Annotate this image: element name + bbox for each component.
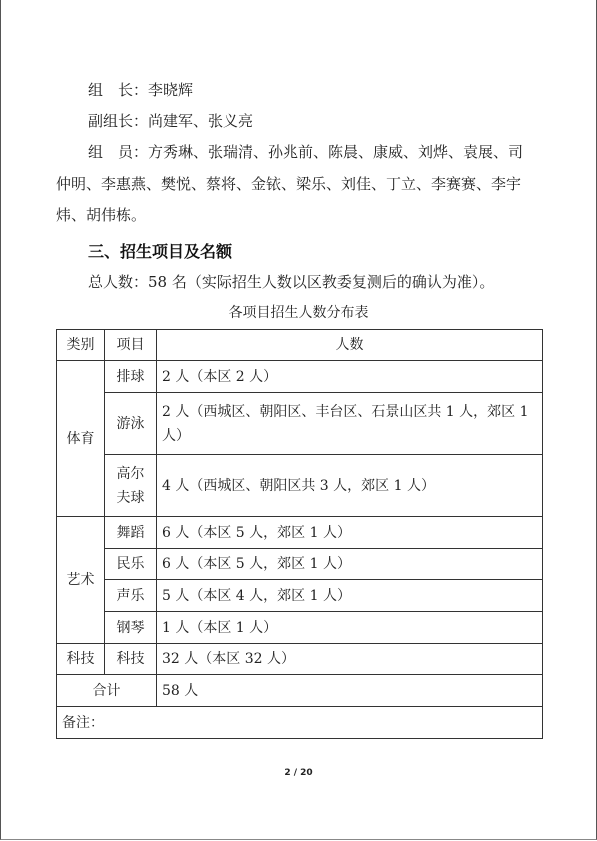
header-project: 项目 bbox=[105, 330, 157, 361]
count-cell: 6 人（本区 5 人，郊区 1 人） bbox=[157, 517, 543, 549]
table-row bbox=[57, 517, 543, 549]
table-row bbox=[57, 580, 543, 612]
category-cell-sports: 体育 bbox=[57, 361, 105, 517]
count-cell: 2 人（本区 2 人） bbox=[157, 361, 543, 393]
count-cell: 32 人（本区 32 人） bbox=[157, 644, 543, 675]
team-members-line-2: 仲明、李惠燕、樊悦、蔡将、金铱、梁乐、刘佳、丁立、李赛赛、李宇 bbox=[56, 175, 522, 193]
allocation-table bbox=[56, 329, 543, 739]
table-header-row bbox=[57, 330, 543, 361]
table-row bbox=[57, 455, 543, 517]
table-total-row bbox=[57, 675, 543, 707]
project-cell: 高尔夫球 bbox=[105, 455, 157, 517]
total-enrollment-line: 总人数：58 名（实际招生人数以区教委复测后的确认为准）。 bbox=[88, 273, 495, 291]
page-number: 2 / 20 bbox=[284, 768, 313, 778]
table-row bbox=[57, 549, 543, 580]
table-row bbox=[57, 393, 543, 455]
project-cell: 声乐 bbox=[105, 580, 157, 612]
notes-label: 备注： bbox=[57, 707, 543, 739]
count-cell: 5 人（本区 4 人，郊区 1 人） bbox=[157, 580, 543, 612]
table-notes-row bbox=[57, 707, 543, 739]
team-leader-line: 组 长：李晓辉 bbox=[88, 81, 194, 99]
count-cell: 6 人（本区 5 人，郊区 1 人） bbox=[157, 549, 543, 580]
team-members-line-3: 炜、胡伟栋。 bbox=[56, 206, 147, 224]
count-cell: 2 人（西城区、朝阳区、丰台区、石景山区共 1 人，郊区 1 人） bbox=[157, 393, 543, 455]
table-row bbox=[57, 361, 543, 393]
table-row bbox=[57, 612, 543, 644]
table-caption: 各项目招生人数分布表 bbox=[228, 305, 369, 321]
team-deputy-line: 副组长：尚建军、张义亮 bbox=[88, 112, 254, 130]
header-category: 类别 bbox=[57, 330, 105, 361]
project-cell: 舞蹈 bbox=[105, 517, 157, 549]
header-count: 人数 bbox=[157, 330, 543, 361]
team-members-line-1: 组 员：方秀琳、张瑞清、孙兆前、陈晨、康威、刘烨、袁展、司 bbox=[88, 143, 524, 161]
project-cell: 排球 bbox=[105, 361, 157, 393]
category-cell-arts: 艺术 bbox=[57, 517, 105, 644]
total-value: 58 人 bbox=[157, 675, 543, 707]
project-cell: 民乐 bbox=[105, 549, 157, 580]
project-cell: 钢琴 bbox=[105, 612, 157, 644]
section-heading: 三、招生项目及名额 bbox=[88, 242, 233, 261]
category-cell-tech: 科技 bbox=[57, 644, 105, 675]
project-cell: 科技 bbox=[105, 644, 157, 675]
total-label: 合计 bbox=[57, 675, 157, 707]
project-cell: 游泳 bbox=[105, 393, 157, 455]
count-cell: 4 人（西城区、朝阳区共 3 人，郊区 1 人） bbox=[157, 455, 543, 517]
table-row bbox=[57, 644, 543, 675]
count-cell: 1 人（本区 1 人） bbox=[157, 612, 543, 644]
